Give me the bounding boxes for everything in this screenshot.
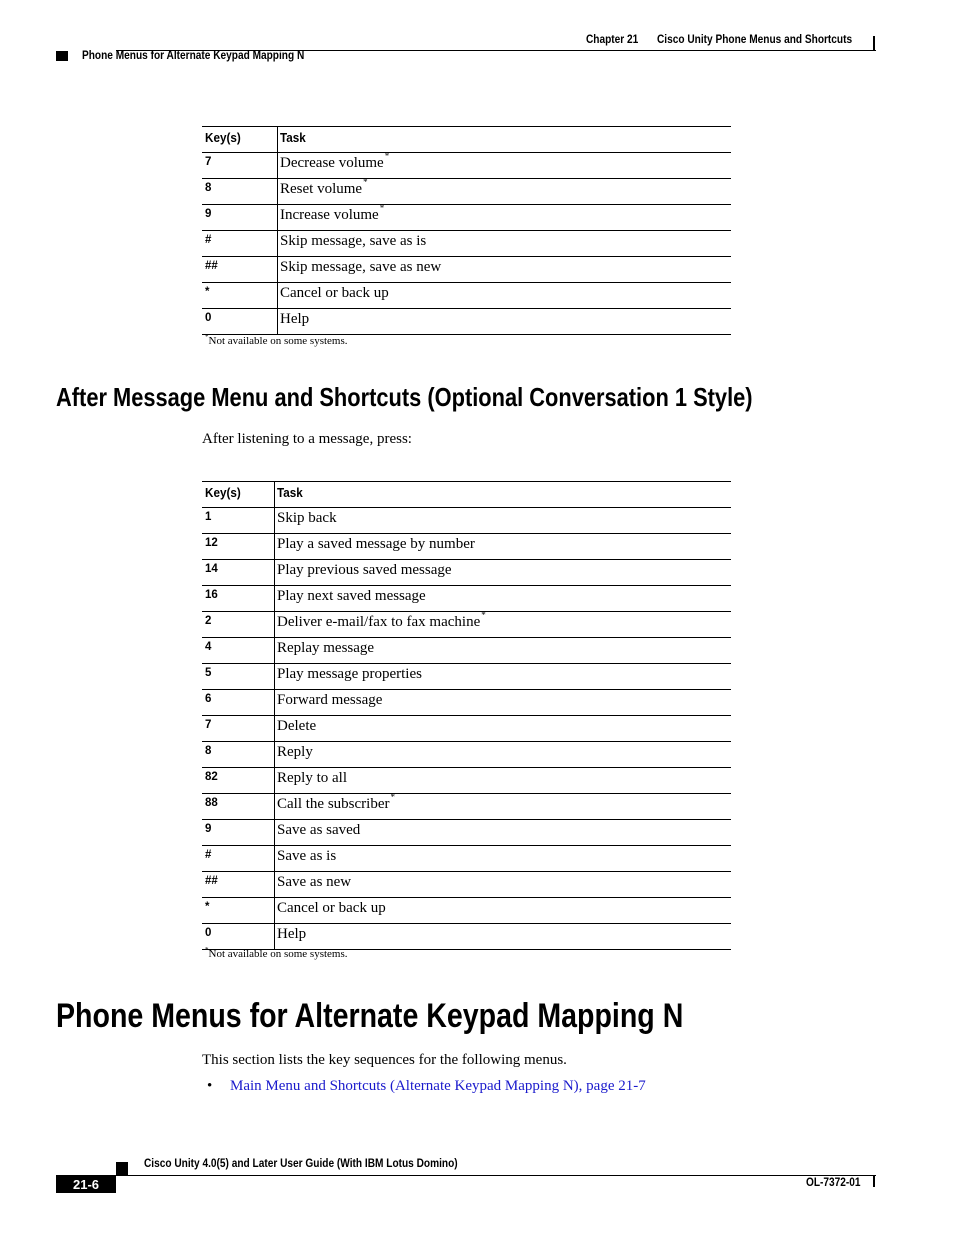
footnote-marker: * — [390, 792, 395, 802]
header-chapter-title: Cisco Unity Phone Menus and Shortcuts — [657, 34, 853, 46]
volume-keys-table — [202, 126, 731, 335]
task-cell — [278, 231, 732, 257]
task-text: Deliver e-mail/fax to fax machine — [277, 614, 481, 630]
task-text: Cancel or back up — [277, 900, 386, 916]
task-cell — [275, 872, 732, 898]
task-text: Play previous saved message — [277, 562, 452, 578]
task-text: Help — [280, 311, 310, 327]
task-cell — [278, 179, 732, 205]
task-cell — [275, 742, 732, 768]
column-header-keys: Key(s) — [202, 127, 278, 153]
key-cell: 2 — [202, 612, 275, 638]
table-row — [202, 742, 731, 768]
table-row — [202, 794, 731, 820]
task-text: Forward message — [277, 692, 383, 708]
table-row — [202, 205, 731, 231]
header-marker — [56, 51, 68, 61]
header-section: Phone Menus for Alternate Keypad Mapping N — [82, 50, 305, 62]
table-row — [202, 716, 731, 742]
key-cell: # — [202, 846, 275, 872]
key-cell: 12 — [202, 534, 275, 560]
task-text: Cancel or back up — [280, 285, 389, 301]
table-row — [202, 872, 731, 898]
task-text: Skip back — [277, 510, 337, 526]
key-cell: 7 — [202, 153, 278, 179]
task-text: Skip message, save as is — [280, 233, 427, 249]
task-text: Replay message — [277, 640, 375, 656]
task-text: Reply — [277, 744, 313, 760]
task-text: Delete — [277, 718, 317, 734]
table-row — [202, 846, 731, 872]
table-row — [202, 153, 731, 179]
footer-marker — [116, 1162, 128, 1175]
section-intro: This section lists the key sequences for the following menus. — [202, 1052, 567, 1068]
key-cell: 4 — [202, 638, 275, 664]
table-row — [202, 898, 731, 924]
table-row — [202, 283, 731, 309]
task-cell — [275, 638, 732, 664]
footer-title: Cisco Unity 4.0(5) and Later User Guide (With IBM Lotus Domino) — [144, 1158, 458, 1170]
bullet-icon: • — [207, 1078, 213, 1094]
task-cell — [275, 794, 732, 820]
key-cell: 6 — [202, 690, 275, 716]
key-cell: 0 — [202, 309, 278, 335]
section-heading-keypad-mapping-n: Phone Menus for Alternate Keypad Mapping N — [56, 997, 684, 1035]
section-heading-after-message: After Message Menu and Shortcuts (Optional Conversation 1 Style) — [56, 382, 753, 412]
section-intro: After listening to a message, press: — [202, 431, 412, 447]
key-cell: 8 — [202, 742, 275, 768]
table-row — [202, 820, 731, 846]
task-cell — [275, 846, 732, 872]
footnote-marker: * — [363, 177, 368, 187]
column-header-keys: Key(s) — [202, 482, 275, 508]
key-cell: * — [202, 283, 278, 309]
table-row — [202, 257, 731, 283]
table-row — [202, 638, 731, 664]
table2-footnote: *Not available on some systems. — [205, 946, 348, 960]
task-text: Save as new — [277, 874, 352, 890]
task-cell — [275, 820, 732, 846]
task-text: Play a saved message by number — [277, 536, 475, 552]
footnote-marker: * — [379, 203, 385, 213]
key-cell: 7 — [202, 716, 275, 742]
header-tick — [873, 36, 875, 50]
table-row — [202, 924, 731, 950]
footnote-marker: * — [481, 610, 486, 620]
footnote-marker: * — [384, 151, 390, 161]
task-cell — [278, 309, 732, 335]
table-row — [202, 690, 731, 716]
table-row — [202, 231, 731, 257]
key-cell: 9 — [202, 820, 275, 846]
header-chapter: Chapter 21 — [586, 34, 639, 46]
column-header-task: Task — [275, 482, 732, 508]
task-cell — [278, 153, 732, 179]
key-cell: 8 — [202, 179, 278, 205]
task-text: Decrease volume — [280, 155, 384, 171]
key-cell: 5 — [202, 664, 275, 690]
task-cell — [275, 586, 732, 612]
task-text: Save as is — [277, 848, 337, 864]
task-text: Call the subscriber — [277, 796, 390, 812]
task-cell — [278, 257, 732, 283]
key-cell: 82 — [202, 768, 275, 794]
task-cell — [275, 768, 732, 794]
task-text: Reply to all — [277, 770, 347, 786]
table-row — [202, 309, 731, 335]
footer-doc-number: OL-7372-01 — [806, 1177, 861, 1189]
table-row — [202, 586, 731, 612]
key-cell: 1 — [202, 508, 275, 534]
task-text: Play next saved message — [277, 588, 426, 604]
key-cell: # — [202, 231, 278, 257]
task-text: Help — [277, 926, 307, 942]
task-cell — [278, 205, 732, 231]
footer-tick — [873, 1175, 875, 1187]
after-message-keys-table — [202, 481, 731, 950]
footer-rule — [116, 1175, 876, 1176]
task-cell — [275, 560, 732, 586]
task-text: Skip message, save as new — [280, 259, 442, 275]
key-cell: 88 — [202, 794, 275, 820]
key-cell: 9 — [202, 205, 278, 231]
task-text: Play message properties — [277, 666, 422, 682]
table-row — [202, 664, 731, 690]
table-row — [202, 560, 731, 586]
task-cell — [275, 508, 732, 534]
page-number: 21-6 — [56, 1175, 116, 1193]
task-cell — [275, 898, 732, 924]
task-text: Reset volume — [280, 181, 363, 197]
key-cell: ## — [202, 872, 275, 898]
table-row — [202, 534, 731, 560]
task-text: Increase volume — [280, 207, 379, 223]
task-cell — [275, 924, 732, 950]
table-row — [202, 768, 731, 794]
table-row — [202, 612, 731, 638]
key-cell: ## — [202, 257, 278, 283]
task-cell — [275, 690, 732, 716]
table1-footnote: *Not available on some systems. — [205, 333, 348, 347]
key-cell: 0 — [202, 924, 275, 950]
task-cell — [275, 534, 732, 560]
table-row — [202, 508, 731, 534]
main-menu-shortcuts-link[interactable]: Main Menu and Shortcuts (Alternate Keypad Mapping N), page 21-7 — [230, 1078, 646, 1094]
column-header-task: Task — [278, 127, 732, 153]
task-cell — [278, 283, 732, 309]
task-cell — [275, 612, 732, 638]
key-cell: 16 — [202, 586, 275, 612]
key-cell: * — [202, 898, 275, 924]
task-cell — [275, 664, 732, 690]
key-cell: 14 — [202, 560, 275, 586]
task-text: Save as saved — [277, 822, 361, 838]
task-cell — [275, 716, 732, 742]
table-row — [202, 179, 731, 205]
